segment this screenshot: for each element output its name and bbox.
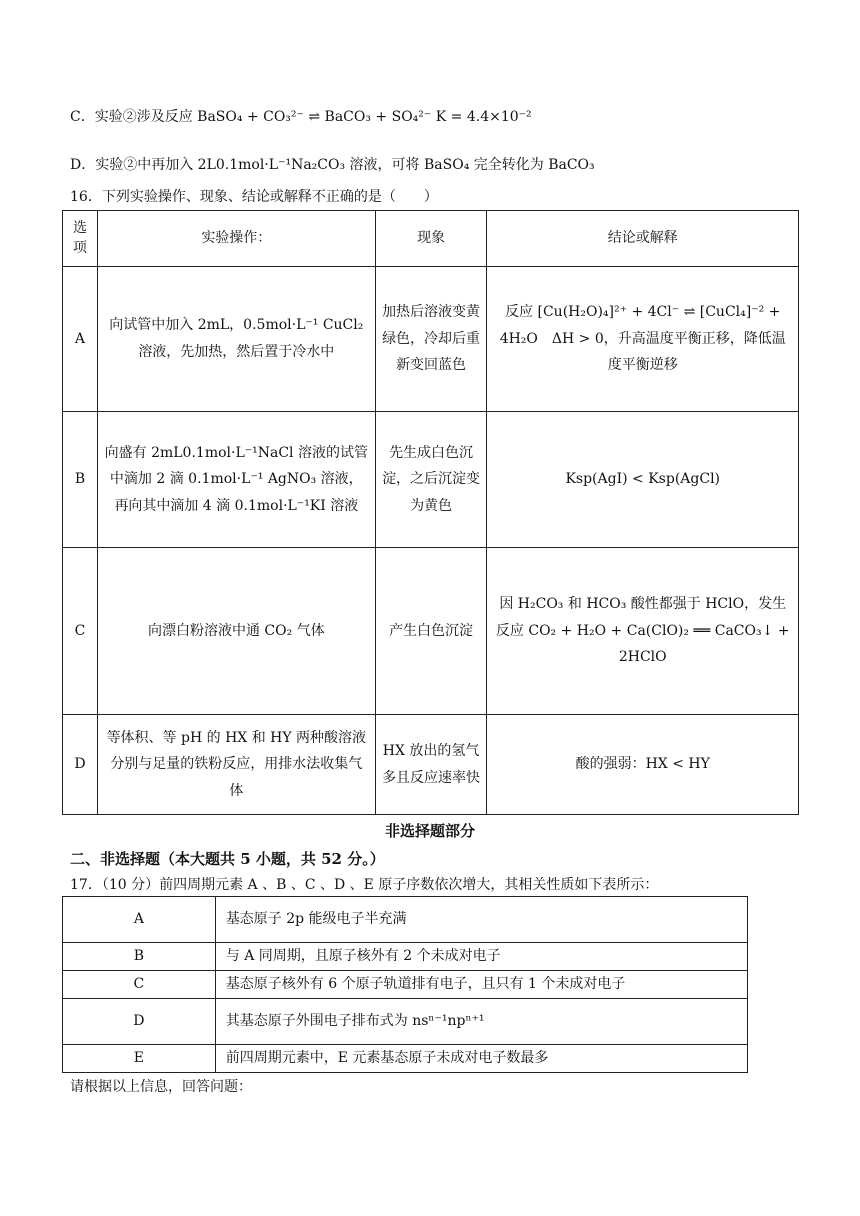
question-16-title: 16．下列实验操作、现象、结论或解释不正确的是（ ） bbox=[70, 189, 438, 205]
phenomenon-cell: 产生白色沉淀 bbox=[375, 548, 487, 715]
option-label: A bbox=[63, 267, 98, 412]
element-label: C bbox=[63, 971, 216, 999]
element-label: B bbox=[63, 943, 216, 971]
table-row bbox=[63, 267, 799, 412]
answer-prompt: 请根据以上信息，回答问题： bbox=[70, 1079, 252, 1095]
phenomenon-cell: 加热后溶液变黄绿色，冷却后重新变回蓝色 bbox=[375, 267, 487, 412]
operation-cell: 向试管中加入 2mL，0.5mol·L⁻¹ CuCl₂ 溶液，先加热，然后置于冷水中 bbox=[97, 267, 375, 412]
conclusion-cell: 反应 [Cu(H₂O)₄]²⁺ + 4Cl⁻ ⇌ [CuCl₄]⁻² + 4H₂O ΔH > 0，升高温度平衡正移，降低温度平衡逆移 bbox=[487, 267, 799, 412]
table-row bbox=[63, 1045, 748, 1073]
header-conclusion: 结论或解释 bbox=[487, 211, 799, 267]
table-row bbox=[63, 943, 748, 971]
element-property: 基态原子核外有 6 个原子轨道排有电子，且只有 1 个未成对电子 bbox=[215, 971, 747, 999]
header-operation: 实验操作： bbox=[97, 211, 375, 267]
conclusion-cell: 酸的强弱：HX < HY bbox=[487, 715, 799, 815]
element-property: 基态原子 2p 能级电子半充满 bbox=[215, 897, 747, 943]
table-row bbox=[63, 548, 799, 715]
header-option: 选项 bbox=[63, 211, 98, 267]
table-header-row bbox=[63, 211, 799, 267]
operation-cell: 等体积、等 pH 的 HX 和 HY 两种酸溶液分别与足量的铁粉反应，用排水法收集气体 bbox=[97, 715, 375, 815]
question-17-title: 17．（10 分）前四周期元素 A 、B 、C 、D 、E 原子序数依次增大，其相关性质如下表所示： bbox=[70, 877, 659, 893]
element-label: A bbox=[63, 897, 216, 943]
option-label: C bbox=[63, 548, 98, 715]
conclusion-cell: 因 H₂CO₃ 和 HCO₃ 酸性都强于 HClO，发生反应 CO₂ + H₂O + Ca(ClO)₂ ══ CaCO₃↓ + 2HClO bbox=[487, 548, 799, 715]
table-row bbox=[63, 897, 748, 943]
question-17-table bbox=[62, 896, 748, 1073]
element-property: 与 A 同周期，且原子核外有 2 个未成对电子 bbox=[215, 943, 747, 971]
option-c-line: C．实验②涉及反应 BaSO₄ + CO₃²⁻ ⇌ BaCO₃ + SO₄²⁻ K = 4.4×10⁻² bbox=[70, 109, 532, 125]
element-label: D bbox=[63, 999, 216, 1045]
operation-cell: 向盛有 2mL0.1mol·L⁻¹NaCl 溶液的试管中滴加 2 滴 0.1mol·L⁻¹ AgNO₃ 溶液，再向其中滴加 4 滴 0.1mol·L⁻¹KI 溶液 bbox=[97, 412, 375, 548]
header-phenomenon: 现象 bbox=[375, 211, 487, 267]
table-row bbox=[63, 412, 799, 548]
question-16-table bbox=[62, 210, 799, 815]
element-property: 其基态原子外围电子排布式为 nsⁿ⁻¹npⁿ⁺¹ bbox=[215, 999, 747, 1045]
conclusion-cell: Ksp(AgI) < Ksp(AgCl) bbox=[487, 412, 799, 548]
option-label: B bbox=[63, 412, 98, 548]
table-row bbox=[63, 999, 748, 1045]
table-row bbox=[63, 715, 799, 815]
phenomenon-cell: 先生成白色沉淀，之后沉淀变为黄色 bbox=[375, 412, 487, 548]
option-d-line: D．实验②中再加入 2L0.1mol·L⁻¹Na₂CO₃ 溶液，可将 BaSO₄ 完全转化为 BaCO₃ bbox=[70, 157, 595, 173]
nonchoice-section-title: 非选择题部分 bbox=[384, 822, 475, 840]
element-property: 前四周期元素中，E 元素基态原子未成对电子数最多 bbox=[215, 1045, 747, 1073]
table-row bbox=[63, 971, 748, 999]
phenomenon-cell: HX 放出的氢气多且反应速率快 bbox=[375, 715, 487, 815]
section-2-heading: 二、非选择题（本大题共 5 小题，共 52 分。） bbox=[70, 850, 385, 868]
operation-cell: 向漂白粉溶液中通 CO₂ 气体 bbox=[97, 548, 375, 715]
element-label: E bbox=[63, 1045, 216, 1073]
option-label: D bbox=[63, 715, 98, 815]
